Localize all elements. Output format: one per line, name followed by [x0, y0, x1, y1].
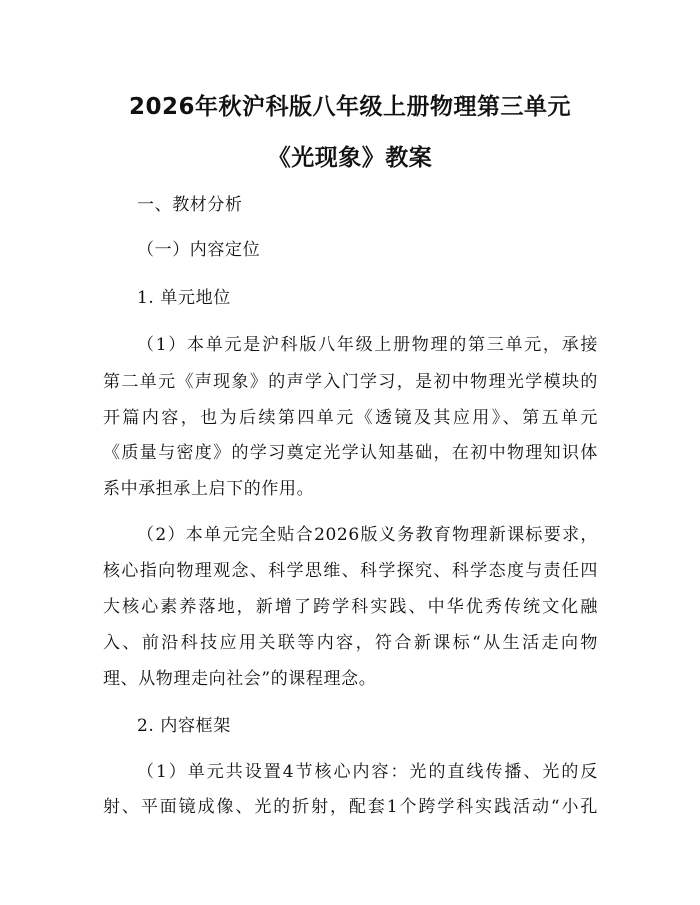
subsection-heading-unit-position: 1. 单元地位: [137, 288, 231, 308]
subsection-heading-1-1: （一）内容定位: [137, 240, 261, 260]
paragraph-1-line-4: 《质量与密度》的学习奠定光学认知基础，在初中物理知识体: [103, 443, 598, 463]
paragraph-2-line-3: 大核心素养落地，新增了跨学科实践、中华优秀传统文化融: [103, 597, 598, 617]
paragraph-2-line-1: （2）本单元完全贴合2026版义务教育物理新课标要求，: [137, 525, 598, 545]
paragraph-3-line-2: 射、平面镜成像、光的折射，配套1个跨学科实践活动“小孔: [103, 797, 598, 817]
paragraph-2-line-4: 入、前沿科技应用关联等内容，符合新课标“从生活走向物: [103, 633, 598, 653]
paragraph-1-line-1: （1）本单元是沪科版八年级上册物理的第三单元，承接: [137, 335, 598, 355]
paragraph-2-line-2: 核心指向物理观念、科学思维、科学探究、科学态度与责任四: [103, 561, 598, 581]
paragraph-1-line-3: 开篇内容，也为后续第四单元《透镜及其应用》、第五单元: [103, 408, 598, 428]
document-title-line-2: 《光现象》教案: [267, 145, 433, 171]
paragraph-1-line-5: 系中承担承上启下的作用。: [103, 479, 315, 499]
section-heading-1: 一、教材分析: [137, 195, 243, 215]
paragraph-1-line-2: 第二单元《声现象》的声学入门学习，是初中物理光学模块的: [103, 372, 598, 392]
paragraph-2-line-5: 理、从物理走向社会”的课程理念。: [103, 669, 377, 689]
subsection-heading-content-framework: 2. 内容框架: [137, 716, 231, 736]
paragraph-3-line-1: （1）单元共设置4节核心内容：光的直线传播、光的反: [137, 762, 598, 782]
document-title-line-1: 2026年秋沪科版八年级上册物理第三单元: [128, 94, 571, 120]
